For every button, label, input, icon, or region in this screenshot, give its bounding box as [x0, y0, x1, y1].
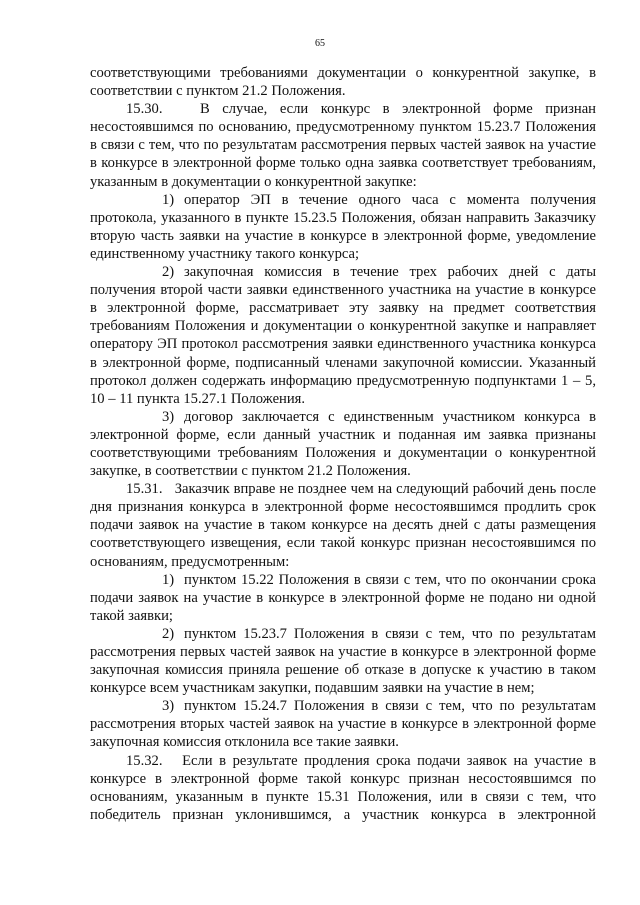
item-text: закупочная комиссия в течение трех рабочих дней с даты получения второй части заявки единственного участника на участие в конкурсе в электронной форме, рассматривает эту заявку на предмет соответствия требованиям Положения и документации о конкурентной закупке и направляет оператору ЭП протокол рассмотрения заявки единственного участника конкурса в электронной форме, подписанный членами закупочной комиссии. Указанный протокол должен содержать информацию предусмотренную подпунктами 1 – 5, 10 – 11 пункта 15.27.1 Положения. — [90, 264, 596, 407]
clause-text: Заказчик вправе не позднее чем на следующий рабочий день после дня признания конкурса в электронной форме несостоявшимся продлить срок подачи заявок на участие в таком конкурсе на десять дней с даты размещения соответствующего извещения, если такой конкурс признан несостоявшимся по основаниям, предусмотренным: — [90, 481, 596, 570]
document-body — [90, 64, 596, 824]
clause-15-31 — [90, 480, 596, 570]
list-item — [90, 571, 596, 625]
item-number: 1) — [162, 191, 175, 208]
clause-text: В случае, если конкурс в электронной форме признан несостоявшимся по основанию, предусмотренному пунктом 15.23.7 Положения в связи с тем, что по результатам рассмотрения первых частей заявок на участие в конкурсе в электронной форме только одна заявка соответствует требованиям, указанным в документации о конкурентной закупке: — [90, 101, 596, 190]
paragraph-text: соответствующими требованиями документации о конкурентной закупке, в соответствии с пунктом 21.2 Положения. — [90, 65, 596, 100]
clause-number: 15.32. — [126, 752, 163, 769]
list-item — [90, 408, 596, 480]
item-number: 1) — [162, 571, 175, 588]
item-text: пунктом 15.24.7 Положения в связи с тем, что по результатам рассмотрения вторых частей заявок на участие в конкурсе в электронной форме закупочная комиссия отклонила все такие заявки. — [90, 698, 596, 751]
item-number: 3) — [162, 408, 175, 425]
clause-text: Если в результате продления срока подачи заявок на участие в конкурсе в электронной форме такой конкурс признан несостоявшимся по основаниям, указанным в пункте 15.31 Положения, или в связи с тем, что победитель признан уклонившимся, а участник конкурса в электронной — [90, 752, 596, 823]
item-number: 2) — [162, 625, 175, 642]
item-text: пунктом 15.22 Положения в связи с тем, что по окончании срока подачи заявок на участие в конкурсе в электронной форме не подано ни одной такой заявки; — [90, 571, 596, 624]
list-item — [90, 625, 596, 697]
page-number: 65 — [315, 38, 325, 49]
paragraph-continuation — [90, 64, 596, 100]
list-item — [90, 263, 596, 408]
clause-number: 15.30. — [126, 101, 163, 118]
item-text: договор заключается с единственным участником конкурса в электронной форме, если данный участник и поданная им заявка признаны соответствующими требованиям Положения и документации о конкурентной закупке, в соответствии с пунктом 21.2 Положения. — [90, 408, 596, 480]
item-text: пунктом 15.23.7 Положения в связи с тем, что по результатам рассмотрения первых частей заявок на участие в конкурсе в электронной форме закупочная комиссия приняла решение об отказе в допуске к участию в таком конкурсе всем участникам закупки, подавшим заявки на участие в нем; — [90, 625, 596, 697]
clause-15-30 — [90, 100, 596, 190]
item-number: 3) — [162, 698, 175, 715]
item-number: 2) — [162, 264, 175, 281]
clause-number: 15.31. — [126, 481, 163, 498]
clause-15-32 — [90, 752, 596, 824]
item-text: оператор ЭП в течение одного часа с момента получения протокола, указанного в пункте 15.23.5 Положения, обязан направить Заказчику вторую часть заявки на участие в конкурсе в электронной форме, уведомление единственному участнику такого конкурса; — [90, 191, 596, 262]
list-item — [90, 191, 596, 263]
list-item — [90, 697, 596, 751]
